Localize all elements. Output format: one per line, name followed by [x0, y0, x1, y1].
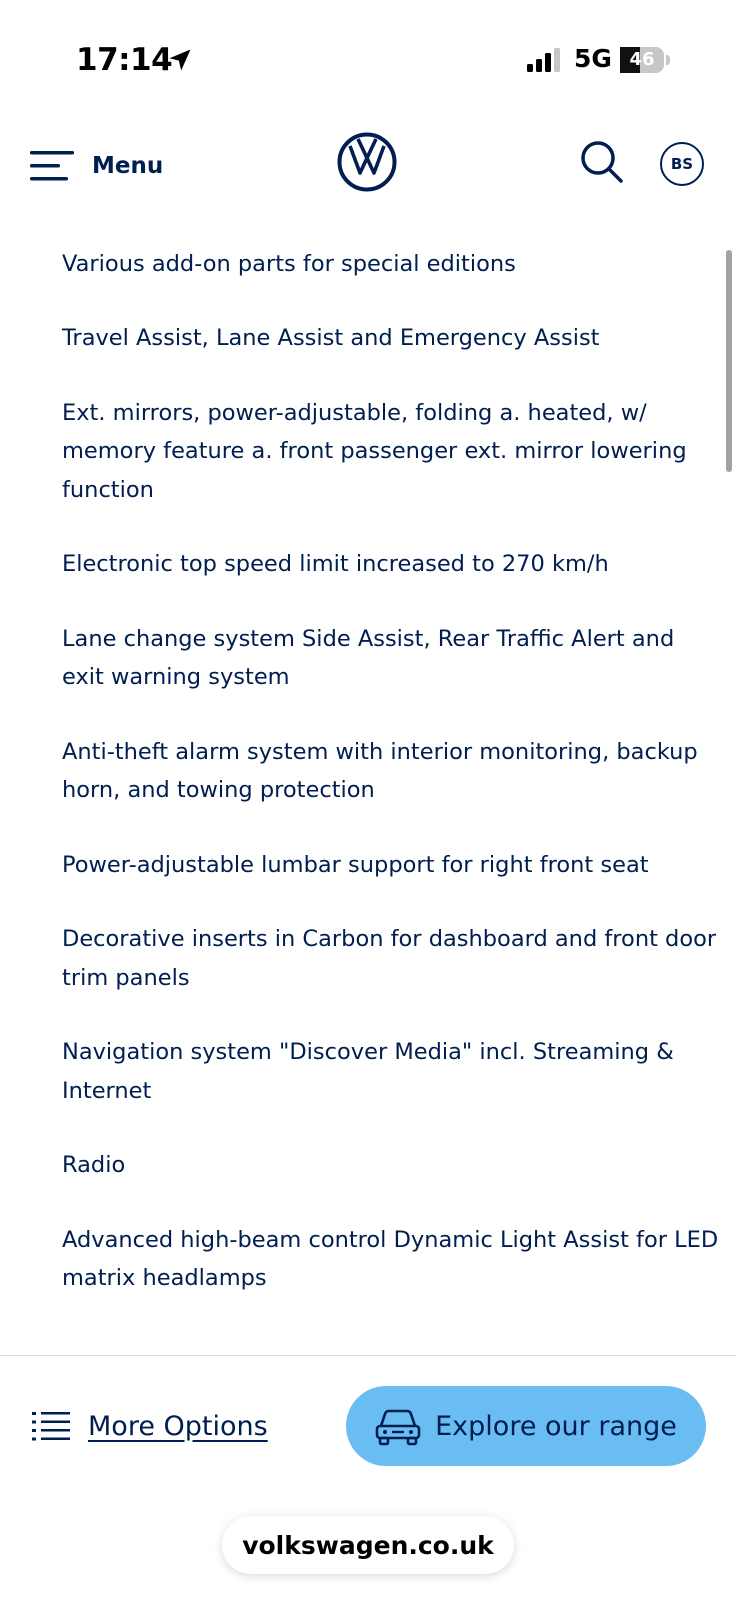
- list-item: Electronic top speed limit increased to 270 km/h: [62, 551, 609, 577]
- list-item: Travel Assist, Lane Assist and Emergency Assist: [62, 325, 600, 351]
- feature-list-container[interactable]: [0, 210, 736, 1355]
- menu-label: Menu: [92, 153, 164, 179]
- car-icon: [375, 1406, 421, 1446]
- status-time: 17:14: [76, 42, 173, 78]
- browser-url-bar[interactable]: volkswagen.co.uk: [222, 1516, 514, 1574]
- more-options-link[interactable]: [32, 1406, 268, 1446]
- list-item: Various add-on parts for special editions: [62, 250, 516, 277]
- list-item: Lane change system Side Assist, Rear Traffic Alert and exit warning system: [62, 625, 675, 690]
- list-item: Advanced high-beam control Dynamic Light Assist for LED matrix headlamps: [62, 1226, 719, 1291]
- account-avatar[interactable]: BS: [660, 142, 704, 186]
- explore-range-button[interactable]: [346, 1386, 706, 1466]
- scrollbar[interactable]: [726, 250, 732, 472]
- network-type: 5G: [574, 44, 612, 73]
- battery-level: 46: [629, 49, 655, 70]
- list-item: Anti-theft alarm system with interior monitoring, backup horn, and towing protection: [62, 738, 698, 803]
- list-icon: [32, 1411, 70, 1441]
- location-arrow-icon: [166, 46, 194, 74]
- list-item: Power-adjustable lumbar support for right front seat: [62, 851, 649, 878]
- menu-button[interactable]: [30, 146, 163, 186]
- cellular-signal-icon: [527, 48, 563, 72]
- more-options-label: More Options: [88, 1410, 268, 1442]
- hamburger-menu-icon: [30, 149, 76, 183]
- search-icon[interactable]: [580, 140, 624, 184]
- site-header: [0, 110, 736, 210]
- explore-range-label: Explore our range: [435, 1410, 677, 1442]
- list-item: Navigation system "Discover Media" incl. Streaming & Internet: [62, 1039, 674, 1104]
- feature-list: [62, 170, 722, 1334]
- list-item: Radio: [62, 1152, 126, 1178]
- status-bar: [0, 0, 736, 110]
- battery-icon: [620, 47, 670, 73]
- list-item: Decorative inserts in Carbon for dashboard and front door trim panels: [62, 926, 717, 991]
- list-item: Ext. mirrors, power-adjustable, folding a. heated, w/ memory feature a. front passenger ext. mirror lowering function: [62, 399, 687, 503]
- volkswagen-logo-icon[interactable]: [337, 132, 397, 192]
- bottom-action-bar: [0, 1355, 736, 1601]
